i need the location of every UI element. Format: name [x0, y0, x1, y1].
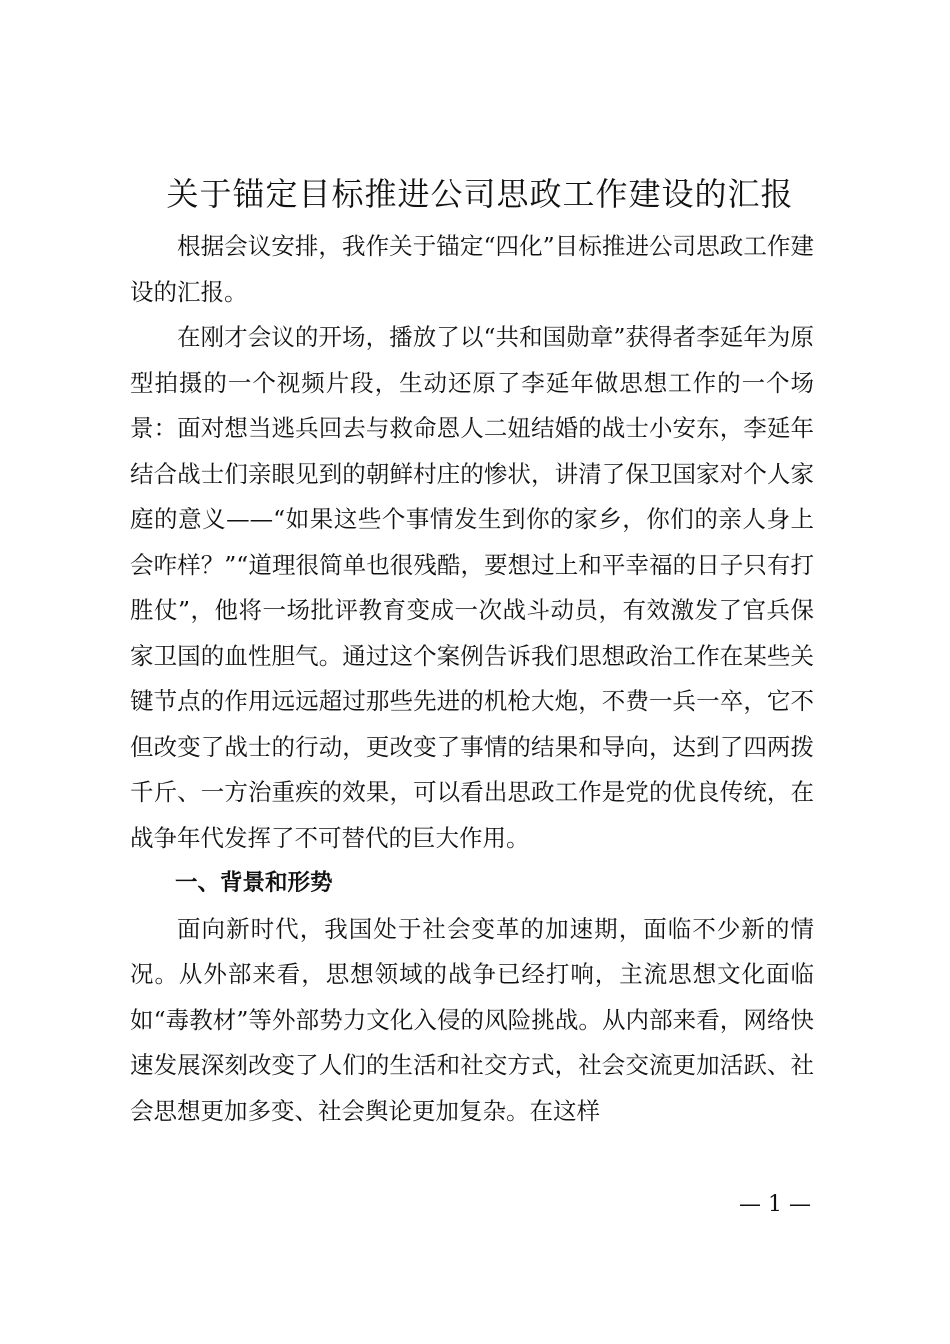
case-paragraph: 在刚才会议的开场，播放了以“共和国勋章”获得者李延年为原型拍摄的一个视频片段，生动还原了李延年做思想工作的一个场景：面对想当逃兵回去与救命恩人二妞结婚的战士小安东，李延年结合战士们亲眼见到的朝鲜村庄的惨状，讲清了保卫国家对个人家庭的意义——“如果这些个事情发生到你的家乡，你们的亲人身上会咋样？”“道理很简单也很残酷，要想过上和平幸福的日子只有打胜仗”，他将一场批评教育变成一次战斗动员，有效激发了官兵保家卫国的血性胆气。通过这个案例告诉我们思想政治工作在某些关键节点的作用远远超过那些先进的机枪大炮，不费一兵一卒，它不但改变了战士的行动，更改变了事情的结果和导向，达到了四两拨千斤、一方治重疾的效果，可以看出思政工作是党的优良传统，在战争年代发挥了不可替代的巨大作用。	[130, 323, 814, 852]
section-heading: 一、背景和形势	[175, 870, 333, 896]
document-title: 关于锚定目标推进公司思政工作建设的汇报	[166, 175, 794, 213]
document-body	[130, 224, 814, 1134]
intro-paragraph: 根据会议安排，我作关于锚定“四化”目标推进公司思政工作建设的汇报。	[130, 232, 814, 306]
page-number: — 1 —	[739, 1192, 811, 1217]
background-paragraph: 面向新时代，我国处于社会变革的加速期，面临不少新的情况。从外部来看，思想领域的战争已经打响，主流思想文化面临如“毒教材”等外部势力文化入侵的风险挑战。从内部来看，网络快速发展深刻改变了人们的生活和社交方式，社会交流更加活跃、社会思想更加多变、社会舆论更加复杂。在这样	[130, 914, 814, 1125]
